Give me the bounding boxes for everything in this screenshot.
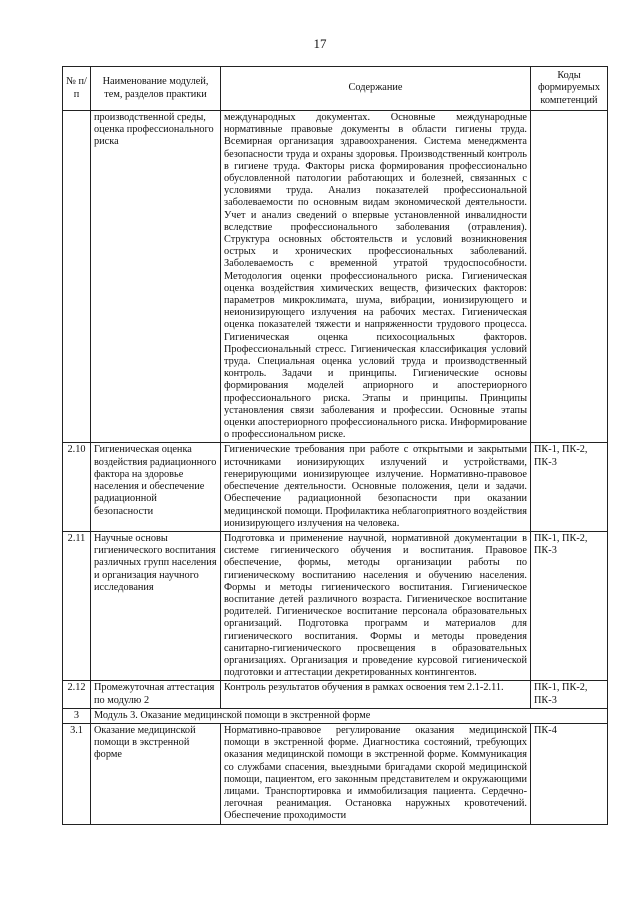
row-name: Гигиеническая оценка воздействия радиационного фактора на здоровье населения и обеспечение радиационной безопасности bbox=[91, 443, 221, 531]
header-codes: Коды формируемых компетенций bbox=[531, 67, 608, 111]
module-title: Модуль 3. Оказание медицинской помощи в экстренной форме bbox=[91, 708, 608, 723]
row-name: Научные основы гигиенического воспитания различных групп населения и организация научного исследования bbox=[91, 531, 221, 680]
header-name: Наименование модулей, тем, разделов практики bbox=[91, 67, 221, 111]
module-num: 3 bbox=[63, 708, 91, 723]
row-num: 2.10 bbox=[63, 443, 91, 531]
row-num: 2.12 bbox=[63, 681, 91, 708]
row-codes: ПК-1, ПК-2, ПК-3 bbox=[531, 681, 608, 708]
row-content: Гигиенические требования при работе с открытыми и закрытыми источниками ионизирующих излучений и устройствами, генерирующими ионизирующее излучение. Нормативно-правовое обеспечение деятельности. Основные положения, цели и задачи. Обеспечение радиационной безопасности при оказании медицинской помощи. Профилактика неблагоприятного воздействия ионизирующего излучения на человека. bbox=[221, 443, 531, 531]
table-row bbox=[63, 443, 608, 531]
row-name: производственной среды, оценка профессионального риска bbox=[91, 111, 221, 443]
header-content: Содержание bbox=[221, 67, 531, 111]
row-num: 3.1 bbox=[63, 723, 91, 824]
row-name: Оказание медицинской помощи в экстренной форме bbox=[91, 723, 221, 824]
curriculum-table bbox=[62, 66, 608, 825]
header-num: № п/п bbox=[63, 67, 91, 111]
table-row bbox=[63, 681, 608, 708]
row-num: 2.11 bbox=[63, 531, 91, 680]
row-num bbox=[63, 111, 91, 443]
row-codes bbox=[531, 111, 608, 443]
row-content: Контроль результатов обучения в рамках освоения тем 2.1-2.11. bbox=[221, 681, 531, 708]
row-content: Нормативно-правовое регулирование оказания медицинской помощи в экстренной форме. Диагностика состояний, требующих оказания медицинской помощи в экстренной форме. Коммуникация со службами спасения, выездными бригадами скорой медицинской помощи, пациентом, его законным представителем и окружающими лицами. Транспортировка и иммобилизация пациента. Сердечно-легочная реанимация. Остановка наружных кровотечений. Обеспечение проходимости bbox=[221, 723, 531, 824]
row-codes: ПК-4 bbox=[531, 723, 608, 824]
row-content: Подготовка и применение научной, нормативной документации в системе гигиенического обучения и воспитания. Правовое обеспечение, формы, методы организации работы по гигиеническому воспитанию населения и обучению населения. Формы и методы гигиенического воспитания. Гигиеническое воспитание детей различного возраста. Гигиеническое воспитание родителей. Гигиеническое воспитание персонала образовательных организаций. Подготовка программ и материалов для гигиенического воспитания. Формы и методы проведения санитарно-гигиенического просвещения в образовательных организациях. Организация и проведение курсовой гигиенической подготовки и аттестации декретированных контингентов. bbox=[221, 531, 531, 680]
table-row bbox=[63, 111, 608, 443]
row-codes: ПК-1, ПК-2, ПК-3 bbox=[531, 531, 608, 680]
module-row bbox=[63, 708, 608, 723]
row-content: международных документах. Основные международные нормативные правовые документы в области гигиены труда. Всемирная организация здравоохранения. Система менеджмента безопасности труда и охраны здоровья. Производственный контроль в гигиене труда. Факторы риска формирования профессионально обусловленной патологии работающих и болезней, связанных с условиями труда. Анализ показателей профессиональной заболеваемости по основным видам экономической деятельности. Учет и анализ сведений о впервые установленной инвалидности вследствие профессионального заболевания (отравления). Структура основных обстоятельств и условий возникновения острых и хронических профессиональных заболеваний. Заболеваемость с временной утратой трудоспособности. Методология оценки профессионального риска. Гигиеническая оценка воздействия химических веществ, физических факторов: параметров микроклимата, шума, вибрации, ионизирующего и неионизирующего излучения на рабочих местах. Гигиеническая оценка показателей тяжести и напряженности трудового процесса. Гигиеническая оценка психосоциальных факторов. Профессиональный стресс. Гигиеническая классификация условий труда. Специальная оценка условий труда и производственный контроль. Задачи и принципы. Гигиенические основы формирования моделей априорного и апостериорного профессионального риска. Этапы и принципы. Принципы установления связи заболевания и профессии. Основные этапы оценки апостериорного профессионального риска. Информирование о профессиональном риске. bbox=[221, 111, 531, 443]
row-name: Промежуточная аттестация по модулю 2 bbox=[91, 681, 221, 708]
table-row bbox=[63, 531, 608, 680]
page-number: 17 bbox=[313, 36, 327, 51]
table-header-row bbox=[63, 67, 608, 111]
row-codes: ПК-1, ПК-2, ПК-3 bbox=[531, 443, 608, 531]
table-row bbox=[63, 723, 608, 824]
